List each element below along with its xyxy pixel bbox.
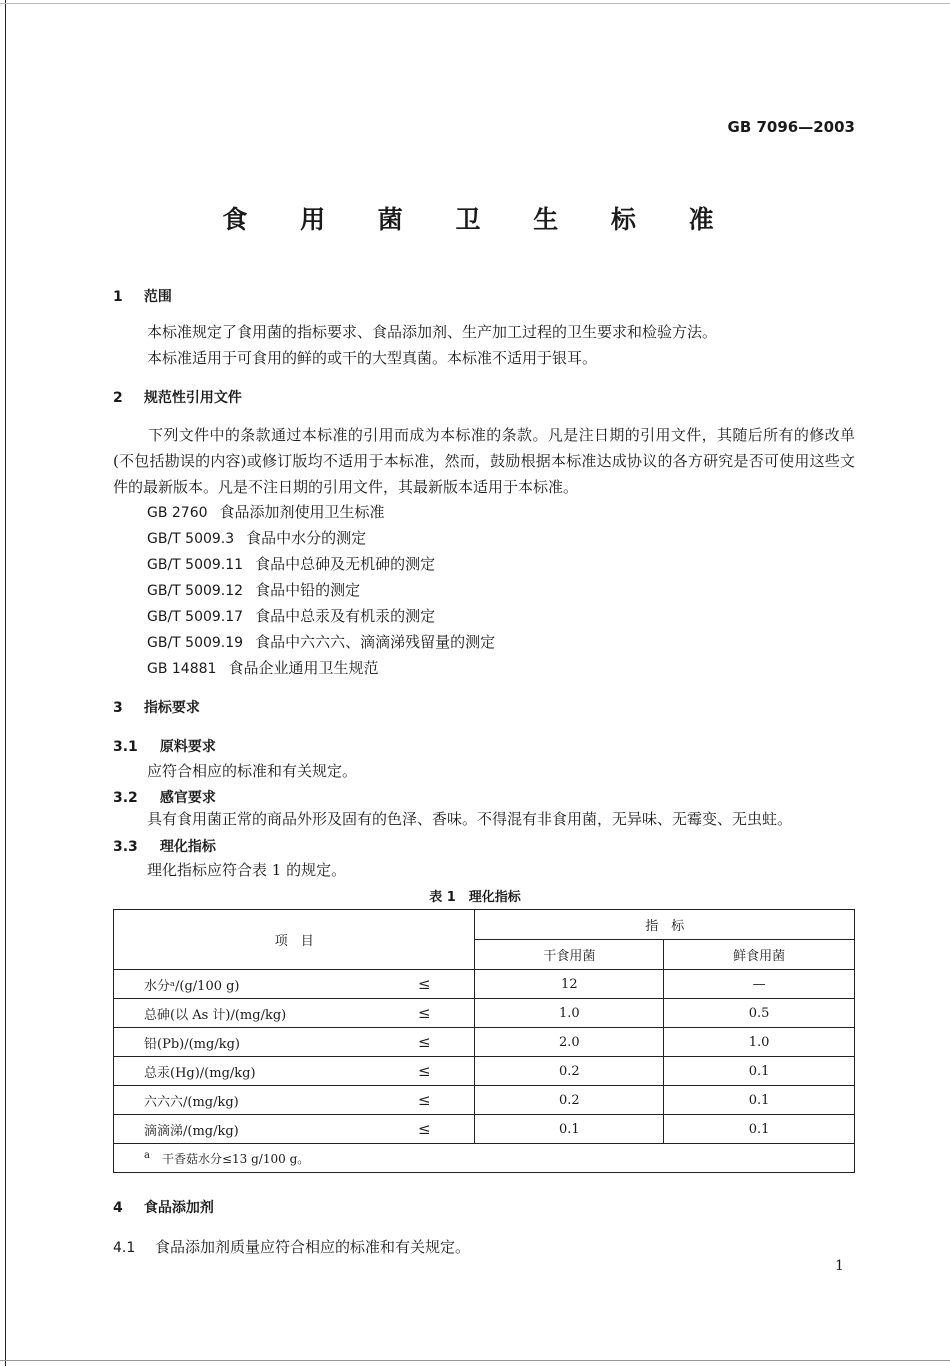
table-header-row (114, 910, 855, 940)
item-cell (114, 1028, 475, 1057)
item-label: 水分ᵃ/(g/100 g) (144, 978, 240, 994)
reference-title: 食品中总砷及无机砷的测定 (255, 555, 436, 573)
section-2-paragraph: 下列文件中的条款通过本标准的引用而成为本标准的条款。凡是注日期的引用文件，其随后所有的修改单(不包括勘误的内容)或修订版均不适用于本标准，然而，鼓励根据本标准达成协议的各方研究是否可使用这些文件的最新版本。凡是不注日期的引用文件，其最新版本适用于本标准。 (113, 426, 855, 496)
operator: ≤ (418, 1033, 431, 1051)
reference-code: GB/T 5009.11 (147, 557, 244, 573)
table-row (114, 1057, 855, 1086)
item-cell (114, 1115, 475, 1144)
physicochemical-table (113, 909, 855, 1173)
subsection-number: 4.1 (113, 1240, 136, 1256)
subsection-text: 食品添加剂质量应符合相应的标准和有关规定。 (155, 1238, 471, 1256)
standard-code: GB 7096—2003 (727, 118, 855, 136)
subsection-title: 理化指标 (159, 839, 216, 855)
subsection-number: 3.3 (113, 839, 138, 855)
reference-item (147, 553, 435, 574)
subsection-3-1-text: 应符合相应的标准和有关规定。 (147, 762, 358, 780)
reference-item (147, 631, 495, 652)
table-row (114, 970, 855, 999)
reference-code: GB 2760 (147, 505, 208, 521)
table-row (114, 1086, 855, 1115)
fresh-value: — (664, 970, 855, 999)
bottom-border (0, 1360, 950, 1361)
reference-title: 食品中铅的测定 (255, 581, 361, 599)
reference-code: GB/T 5009.3 (147, 531, 235, 547)
subsection-3-2-text: 具有食用菌正常的商品外形及固有的色泽、香味。不得混有非食用菌，无异味、无霉变、无虫蛀。 (147, 810, 793, 828)
dry-value: 0.2 (475, 1086, 664, 1115)
item-label: 总砷(以 As 计)/(mg/kg) (144, 1007, 287, 1023)
item-cell (114, 970, 475, 999)
reference-code: GB/T 5009.19 (147, 635, 244, 651)
fresh-value: 0.1 (664, 1115, 855, 1144)
table-row (114, 1028, 855, 1057)
section-number: 1 (113, 289, 123, 305)
section-number: 3 (113, 700, 123, 716)
reference-item (147, 501, 385, 522)
table-note (114, 1144, 855, 1173)
section-number: 2 (113, 390, 123, 406)
item-cell (114, 999, 475, 1028)
operator: ≤ (418, 1062, 431, 1080)
subsection-number: 3.2 (113, 790, 138, 806)
section-title: 食品添加剂 (143, 1200, 214, 1216)
note-mark: a (144, 1149, 150, 1161)
reference-item (147, 605, 435, 626)
table-row (114, 999, 855, 1028)
section-number: 4 (113, 1200, 123, 1216)
table-caption: 表 1 理化指标 (429, 890, 521, 905)
section-1-para-1: 本标准规定了食用菌的指标要求、食品添加剂、生产加工过程的卫生要求和检验方法。 (147, 323, 718, 341)
dry-value: 2.0 (475, 1028, 664, 1057)
table-note-row (114, 1144, 855, 1173)
section-3-heading (113, 697, 200, 717)
reference-code: GB/T 5009.17 (147, 609, 244, 625)
fresh-value: 0.1 (664, 1057, 855, 1086)
dry-value: 1.0 (475, 999, 664, 1028)
item-label: 六六六/(mg/kg) (144, 1094, 239, 1110)
section-title: 指标要求 (143, 700, 200, 716)
subsection-number: 3.1 (113, 739, 138, 755)
section-4-heading (113, 1197, 214, 1217)
section-1-heading (113, 286, 172, 306)
fresh-value: 0.1 (664, 1086, 855, 1115)
operator: ≤ (418, 1004, 431, 1022)
reference-title: 食品中水分的测定 (246, 529, 367, 547)
subsection-3-3-text: 理化指标应符合表 1 的规定。 (147, 861, 347, 879)
subsection-3-3-heading (113, 836, 216, 856)
operator: ≤ (418, 1120, 431, 1138)
subsection-3-1-heading (113, 736, 216, 756)
operator: ≤ (418, 975, 431, 993)
section-1-para-2: 本标准适用于可食用的鲜的或干的大型真菌。本标准不适用于银耳。 (147, 349, 598, 367)
item-label: 铅(Pb)/(mg/kg) (144, 1036, 240, 1052)
reference-code: GB 14881 (147, 661, 217, 677)
reference-item (147, 657, 378, 678)
subsection-3-2-heading (113, 787, 216, 807)
item-cell (114, 1057, 475, 1086)
reference-code: GB/T 5009.12 (147, 583, 244, 599)
dry-value: 0.1 (475, 1115, 664, 1144)
reference-item (147, 579, 360, 600)
header-fresh: 鲜食用菌 (664, 940, 855, 970)
page-number: 1 (835, 1258, 844, 1274)
reference-title: 食品中总汞及有机汞的测定 (255, 607, 436, 625)
reference-title: 食品添加剂使用卫生标准 (219, 503, 385, 521)
section-title: 范围 (143, 289, 172, 305)
note-text: 干香菇水分≤13 g/100 g。 (161, 1151, 310, 1166)
dry-value: 12 (475, 970, 664, 999)
dry-value: 0.2 (475, 1057, 664, 1086)
document-title: 食 用 菌 卫 生 标 准 (222, 205, 736, 234)
top-border (0, 3, 950, 4)
section-title: 规范性引用文件 (143, 390, 242, 406)
subsection-title: 原料要求 (159, 739, 216, 755)
section-2-heading (113, 387, 242, 407)
header-item: 项 目 (114, 910, 475, 970)
header-dry: 干食用菌 (475, 940, 664, 970)
fresh-value: 1.0 (664, 1028, 855, 1057)
subsection-title: 感官要求 (159, 790, 216, 806)
reference-title: 食品中六六六、滴滴涕残留量的测定 (255, 633, 496, 651)
fresh-value: 0.5 (664, 999, 855, 1028)
item-label: 总汞(Hg)/(mg/kg) (144, 1065, 256, 1081)
operator: ≤ (418, 1091, 431, 1109)
item-cell (114, 1086, 475, 1115)
subsection-4-1 (113, 1236, 470, 1257)
reference-item (147, 527, 366, 548)
reference-title: 食品企业通用卫生规范 (228, 659, 379, 677)
table-row (114, 1115, 855, 1144)
item-label: 滴滴涕/(mg/kg) (144, 1123, 239, 1139)
header-index: 指 标 (475, 910, 855, 940)
